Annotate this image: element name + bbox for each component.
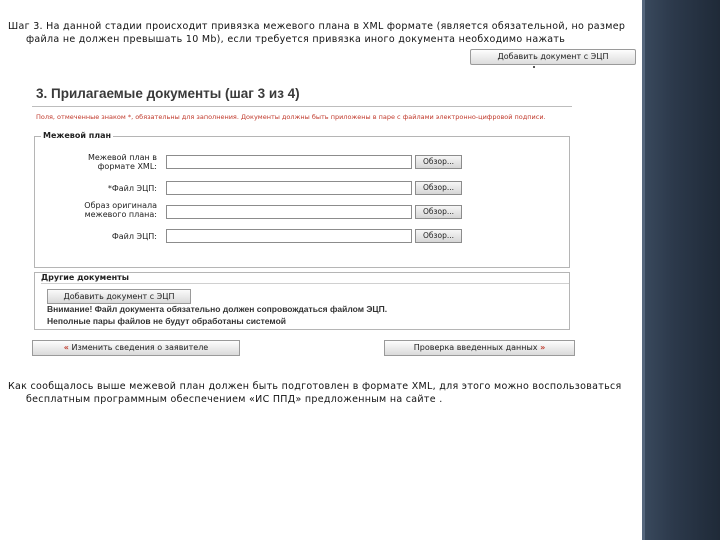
other-documents-legend: Другие документы bbox=[41, 273, 130, 282]
check-button-label: Проверка введенных данных bbox=[413, 343, 538, 352]
ecp-file-input-1[interactable] bbox=[166, 181, 412, 195]
attach-ecp-document-button[interactable]: Добавить документ с ЭЦП bbox=[470, 49, 636, 65]
outro-line-2: бесплатным программным обеспечением «ИС ППД» предложенным на сайте . bbox=[26, 394, 443, 405]
ecp-file-label-1: *Файл ЭЦП: bbox=[107, 184, 157, 193]
attached-documents-form bbox=[28, 78, 573, 358]
plan-image-browse-button[interactable]: Обзор... bbox=[415, 205, 462, 219]
title-divider bbox=[32, 106, 572, 107]
back-button-label: Изменить сведения о заявителе bbox=[71, 343, 209, 352]
intro-text bbox=[8, 20, 636, 46]
add-document-ecp-button[interactable]: Добавить документ с ЭЦП bbox=[47, 289, 191, 304]
required-fields-note: Поля, отмеченные знаком *, обязательны для заполнения. Документы должны быть приложены в паре с файлами электронно-цифровой подписи. bbox=[36, 113, 546, 121]
warning-line-1: Внимание! Файл документа обязательно должен сопровождаться файлом ЭЦП. bbox=[47, 304, 388, 314]
side-decor-band bbox=[642, 0, 720, 540]
outro-line-1: Как сообщалось выше межевой план должен быть подготовлен в формате XML, для этого можно воспользоваться bbox=[8, 381, 622, 392]
xml-plan-label: Межевой план в формате XML: bbox=[87, 153, 157, 171]
survey-plan-legend: Межевой план bbox=[43, 131, 112, 140]
check-data-button[interactable] bbox=[384, 340, 575, 356]
survey-plan-fieldset bbox=[34, 131, 570, 268]
plan-image-file-input[interactable] bbox=[166, 205, 412, 219]
other-documents-fieldset bbox=[34, 272, 570, 330]
ecp-file-input-2[interactable] bbox=[166, 229, 412, 243]
plan-image-label: Образ оригинала межевого плана: bbox=[84, 201, 157, 219]
ecp-file-label-2: Файл ЭЦП: bbox=[111, 232, 157, 241]
cursor-dot bbox=[533, 66, 535, 68]
warning-line-2: Неполные пары файлов не будут обработаны системой bbox=[47, 316, 287, 326]
back-arrow-icon: « bbox=[63, 343, 69, 352]
ecp-browse-button-1[interactable]: Обзор... bbox=[415, 181, 462, 195]
intro-line-1: Шаг 3. На данной стадии происходит привязка межевого плана в XML формате (является обязательной, но размер bbox=[8, 21, 626, 32]
intro-line-2: файла не должен превышать 10 Mb), если требуется привязка иного документа необходимо нажать bbox=[26, 34, 566, 45]
ecp-browse-button-2[interactable]: Обзор... bbox=[415, 229, 462, 243]
page-title: 3. Прилагаемые документы (шаг 3 из 4) bbox=[36, 86, 300, 101]
other-documents-divider bbox=[41, 283, 569, 284]
xml-plan-browse-button[interactable]: Обзор... bbox=[415, 155, 462, 169]
back-to-applicant-button[interactable] bbox=[32, 340, 240, 356]
outro-text bbox=[8, 380, 636, 406]
xml-plan-file-input[interactable] bbox=[166, 155, 412, 169]
forward-arrow-icon: » bbox=[540, 343, 546, 352]
